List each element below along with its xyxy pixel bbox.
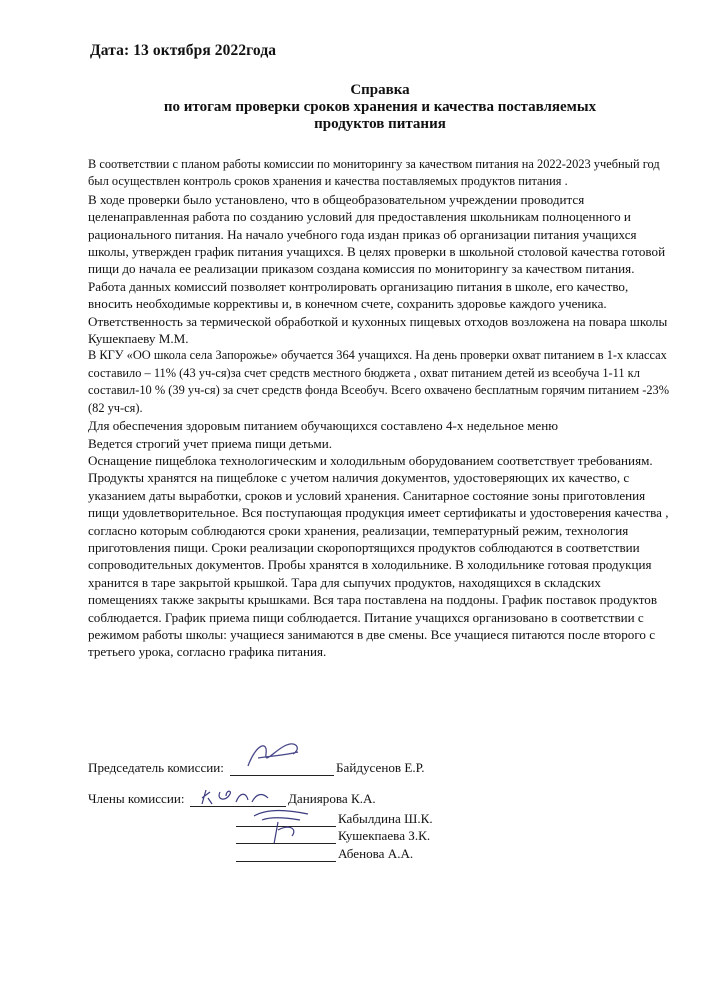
- chair-label: Председатель комиссии:: [88, 760, 224, 775]
- member-3-signature-line: [236, 843, 336, 844]
- paragraph-coverage: В КГУ «ОО школа села Запорожье» обучается 364 учащихся. На день проверки охват питанием в 1-х классах составило – 11% (43 уч-ся)за счет средств местного бюджета , охват питанием детей из всеобуча 1-11 кл составил-10 % (39 уч-ся) за счет средств фонда Всеобуч. Всего охвачено бесплатным горячим питанием -23% (82 уч-ся).: [88, 348, 670, 415]
- member-2-signature-scribble: [248, 806, 328, 848]
- member-1-name: Даниярова К.А.: [288, 791, 376, 806]
- member-2-name: Кабылдина Ш.К.: [338, 811, 433, 826]
- document-title: [100, 82, 660, 133]
- title-line-2: по итогам проверки сроков хранения и качества поставляемых: [163, 99, 597, 115]
- title-line-1: Справка: [350, 82, 410, 98]
- chair-name: Байдусенов Е.Р.: [336, 760, 425, 775]
- paragraph-intro: В соответствии с планом работы комиссии по мониторингу за качеством питания на 2022-2023 учебный год был осуществлен контроль сроков хранения и качества поставляемых продуктов питания .: [88, 157, 660, 189]
- document-body: [88, 156, 670, 661]
- paragraph-accounting: Ведется строгий учет приема пищи детьми.: [88, 435, 332, 451]
- document-date: Дата: 13 октября 2022года: [90, 42, 277, 59]
- paragraph-menu: Для обеспечения здоровым питанием обучающихся составлено 4-х недельное меню: [88, 418, 559, 434]
- member-3-name: Кушекпаева З.К.: [338, 828, 431, 843]
- paragraph-equipment: Оснащение пищеблока технологическим и холодильным оборудованием соответствует требованиям. Продукты хранятся на пищеблоке с учетом наличия документов, удостоверяющих их качество, с указанием даты выработки, сроков и условий хранения. Санитарное состояние зоны приготовления пищи удовлетворительное. Вся поступающая продукция имеет сертификаты и удостоверения качества , согласно которым соблюдаются сроки хранения, реализации, температурный режим, технология приготовления пищи. Сроки реализации скоропортящихся продуктов соблюдаются в соответствии сопроводительных документов. Пробы хранятся в холодильнике. В холодильнике готовая продукция хранится в таре закрытой крышкой. Тара для сыпучих продуктов, находящихся в складских помещениях также закрыты крышками. Вся тара поставлена на поддоны. График поставок продуктов соблюдается. График приема пищи соблюдается. Питание учащихся организовано в соответствии с режимом работы школы: учащиеся занимаются в две смены. Все учащиеся питаются после второго с третьего урока, согласно графика питания.: [88, 452, 669, 660]
- chair-signature-scribble: [238, 736, 308, 776]
- member-4-signature-line: [236, 861, 336, 862]
- paragraph-inspection: В ходе проверки было установлено, что в общеобразовательном учреждении проводится целенаправленная работа по созданию условий для предоставления школьникам полноценного и рационального питания. На начало учебного года издан приказ об организации питания учащихся школы, утвержден график питания учащихся. В целях проверки в школьной столовой качества готовой пищи до начала ее реализации приказом создана комиссия по мониторингу за качеством питания. Работа данных комиссий позволяет контролировать организацию питания в школе, его качество, вносить необходимые коррективы и, в конечном счете, сохранить здоровье каждого ученика.: [88, 191, 666, 312]
- paragraph-responsibility: Ответственность за термической обработкой и кухонных пищевых отходов возложена на повара школы Кушекпаеву М.М.: [88, 313, 668, 347]
- members-label: Члены комиссии:: [88, 791, 185, 806]
- title-line-3: продуктов питания: [314, 116, 446, 132]
- member-4-name: Абенова А.А.: [338, 846, 414, 861]
